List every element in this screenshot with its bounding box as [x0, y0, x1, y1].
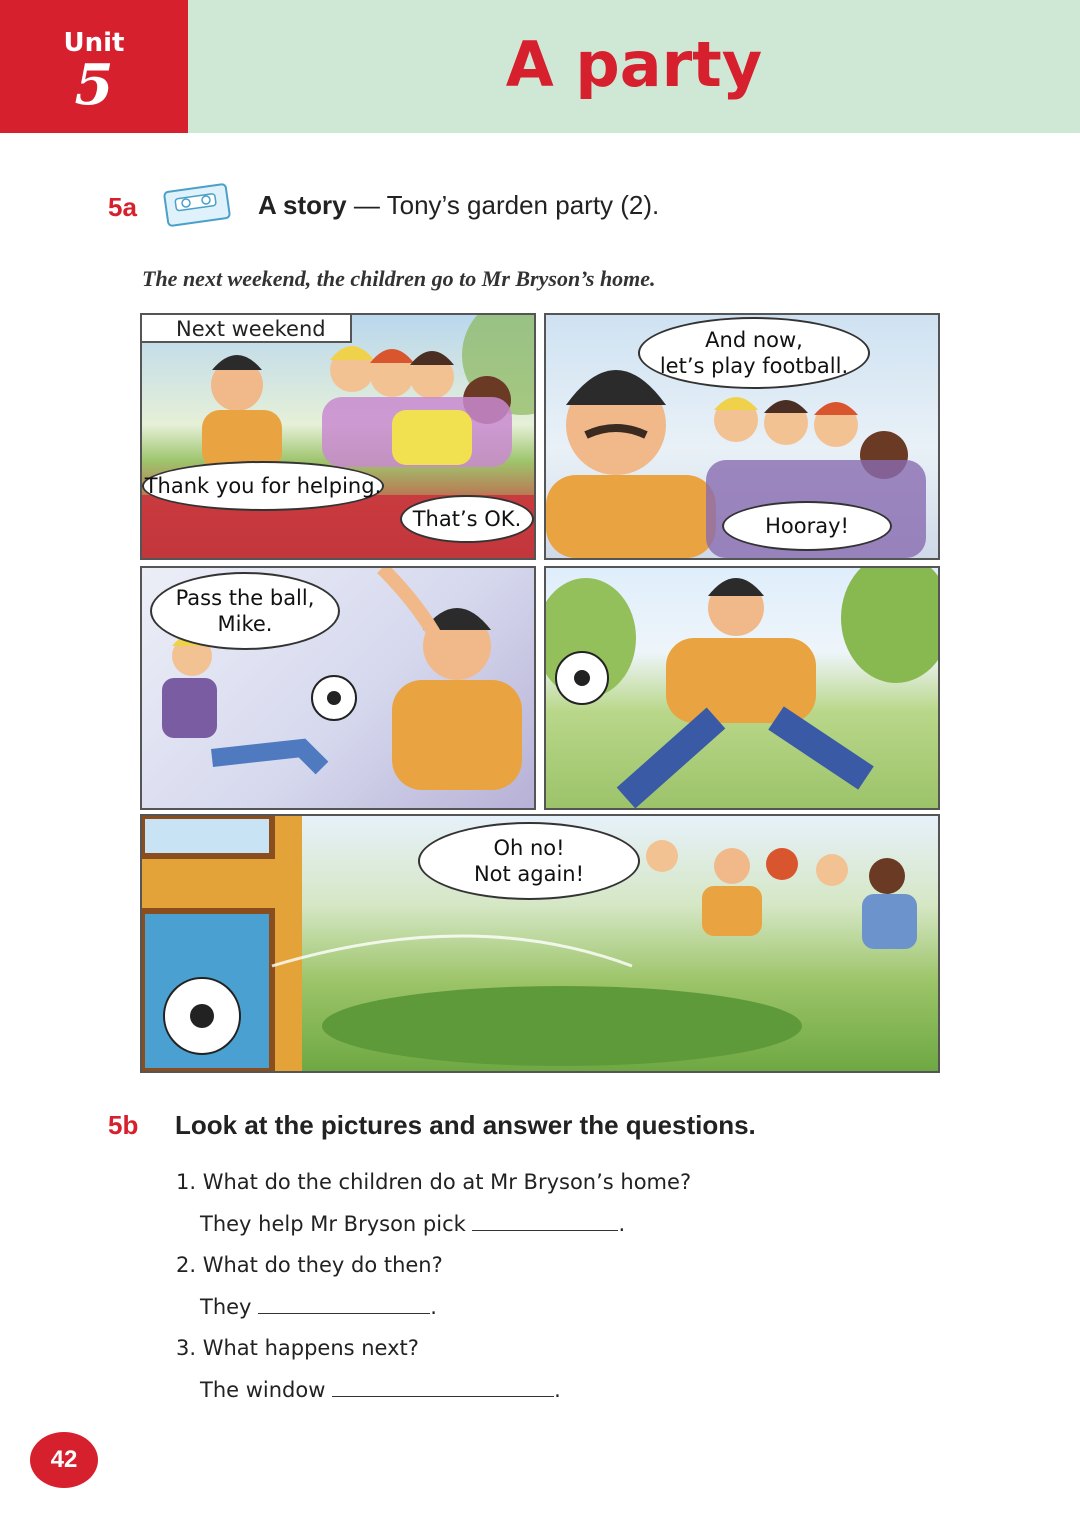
comic-panel-4 — [544, 566, 940, 810]
section-a-title-rest: — Tony’s garden party (2). — [346, 190, 660, 220]
bubble-line: let’s play football. — [659, 354, 849, 378]
answer-1-text: They help Mr Bryson pick — [200, 1212, 466, 1236]
bubble-line: Oh no! — [493, 836, 565, 860]
section-a-title — [258, 190, 659, 221]
speech-bubble-oh-no — [418, 822, 640, 900]
unit-label: Unit — [63, 28, 125, 58]
speech-bubble-hooray: Hooray! — [722, 501, 892, 551]
speech-bubble-lets-play — [638, 317, 870, 389]
panel-1-caption: Next weekend — [142, 315, 352, 343]
bubble-line: And now, — [705, 328, 803, 352]
comic-panel-1 — [140, 313, 536, 560]
comic-panel-5 — [140, 814, 940, 1073]
section-a-title-bold: A story — [258, 190, 347, 220]
answer-1 — [200, 1212, 625, 1236]
bubble-line: Mike. — [217, 612, 273, 636]
speech-bubble-pass-the-ball — [150, 572, 340, 650]
answer-1-blank[interactable] — [472, 1212, 618, 1231]
section-b-title: Look at the pictures and answer the questions. — [175, 1110, 756, 1140]
panel-4-illustration — [546, 568, 938, 808]
comic-panel-3 — [140, 566, 536, 810]
answer-3-blank[interactable] — [332, 1378, 554, 1397]
unit-badge — [0, 0, 188, 133]
question-1: 1. What do the children do at Mr Bryson’s home? — [176, 1170, 692, 1194]
answer-1-end: . — [618, 1212, 626, 1236]
page-title: A party — [505, 28, 763, 101]
unit-number: 5 — [74, 52, 114, 118]
answer-3 — [200, 1378, 561, 1402]
page-number: 42 — [30, 1432, 98, 1488]
title-band — [188, 0, 1080, 133]
section-b-number: 5b — [108, 1110, 139, 1140]
bubble-line: Pass the ball, — [175, 586, 315, 610]
answer-3-end: . — [554, 1378, 561, 1402]
cassette-icon[interactable] — [162, 180, 232, 230]
answer-2 — [200, 1295, 437, 1319]
speech-bubble-thats-ok: That’s OK. — [400, 495, 534, 543]
question-2: 2. What do they do then? — [176, 1253, 443, 1277]
answer-3-text: The window — [200, 1378, 326, 1402]
answer-2-text: They — [200, 1295, 252, 1319]
speech-bubble-thank-you: Thank you for helping. — [142, 461, 384, 511]
section-a-number: 5a — [108, 192, 137, 222]
question-3: 3. What happens next? — [176, 1336, 419, 1360]
story-intro: The next weekend, the children go to Mr Bryson’s home. — [142, 266, 656, 291]
answer-2-blank[interactable] — [258, 1295, 430, 1314]
answer-2-end: . — [430, 1295, 437, 1319]
comic-panel-2 — [544, 313, 940, 560]
bubble-line: Not again! — [473, 862, 585, 886]
